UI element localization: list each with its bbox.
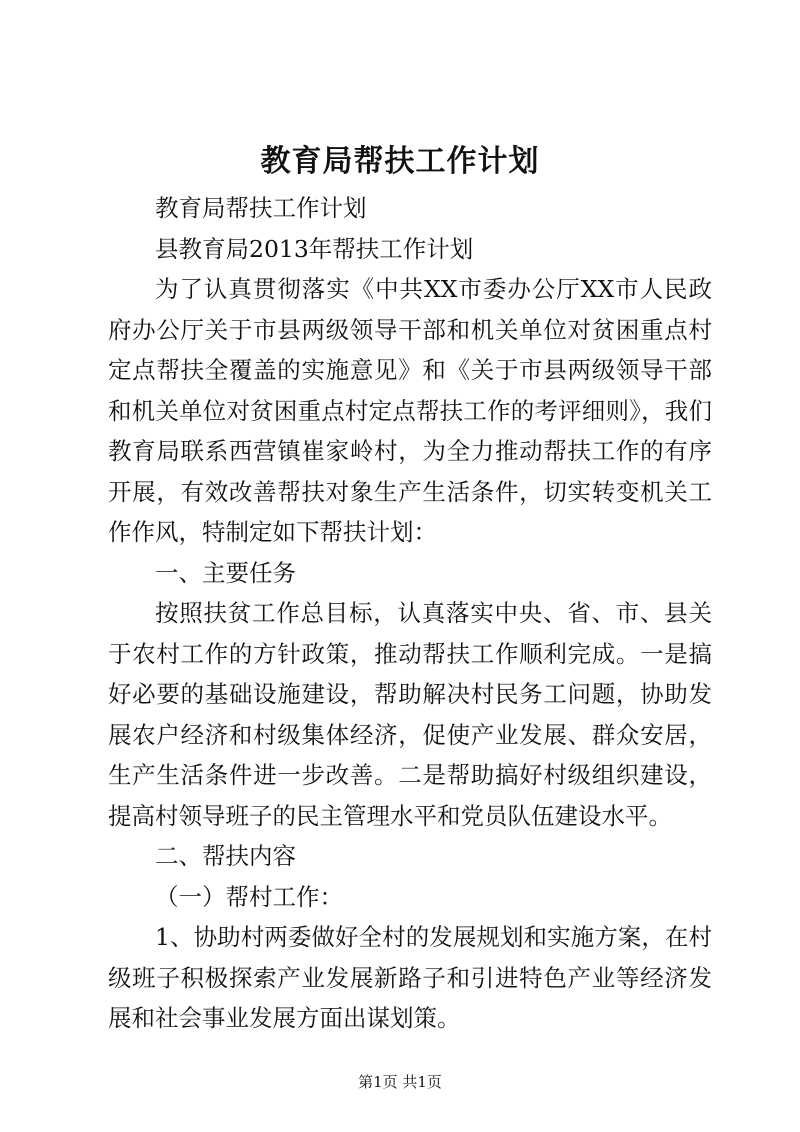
section-heading-main-tasks: 一、主要任务 — [155, 558, 296, 587]
document-title: 教育局帮扶工作计划 — [260, 144, 540, 179]
document-body — [108, 188, 712, 1039]
page-footer: 第1页 共1页 — [358, 1073, 442, 1091]
paragraph-main-tasks: 按照扶贫工作总目标，认真落实中央、省、市、县关于农村工作的方针政策，推动帮扶工作顺利完成。一是搞好必要的基础设施建设，帮助解决村民务工问题，协助发展农户经济和村级集体经济，促使产业发展、群众安居，生产生活条件进一步改善。二是帮助搞好村级组织建设，提高村领导班子的民主管理水平和党员队伍建设水平。 — [108, 599, 712, 830]
paragraph-item-1: 1、协助村两委做好全村的发展规划和实施方案，在村级班子积极探索产业发展新路子和引进特色产业等经济发展和社会事业发展方面出谋划策。 — [108, 923, 712, 1032]
paragraph-intro: 为了认真贯彻落实《中共XX市委办公厅XX市人民政府办公厅关于市县两级领导干部和机关单位对贫困重点村定点帮扶全覆盖的实施意见》和《关于市县两级领导干部和机关单位对贫困重点村定点帮扶工作的考评细则》，我们教育局联系西营镇崔家岭村，为全力推动帮扶工作的有序开展，有效改善帮扶对象生产生活条件，切实转变机关工作作风，特制定如下帮扶计划： — [108, 275, 712, 546]
section-heading-content: 二、帮扶内容 — [155, 842, 296, 870]
subsection-heading-village-work: （一）帮村工作： — [155, 882, 343, 911]
paragraph-plan-name: 县教育局2013年帮扶工作计划 — [155, 234, 474, 263]
paragraph-subtitle: 教育局帮扶工作计划 — [155, 194, 367, 222]
